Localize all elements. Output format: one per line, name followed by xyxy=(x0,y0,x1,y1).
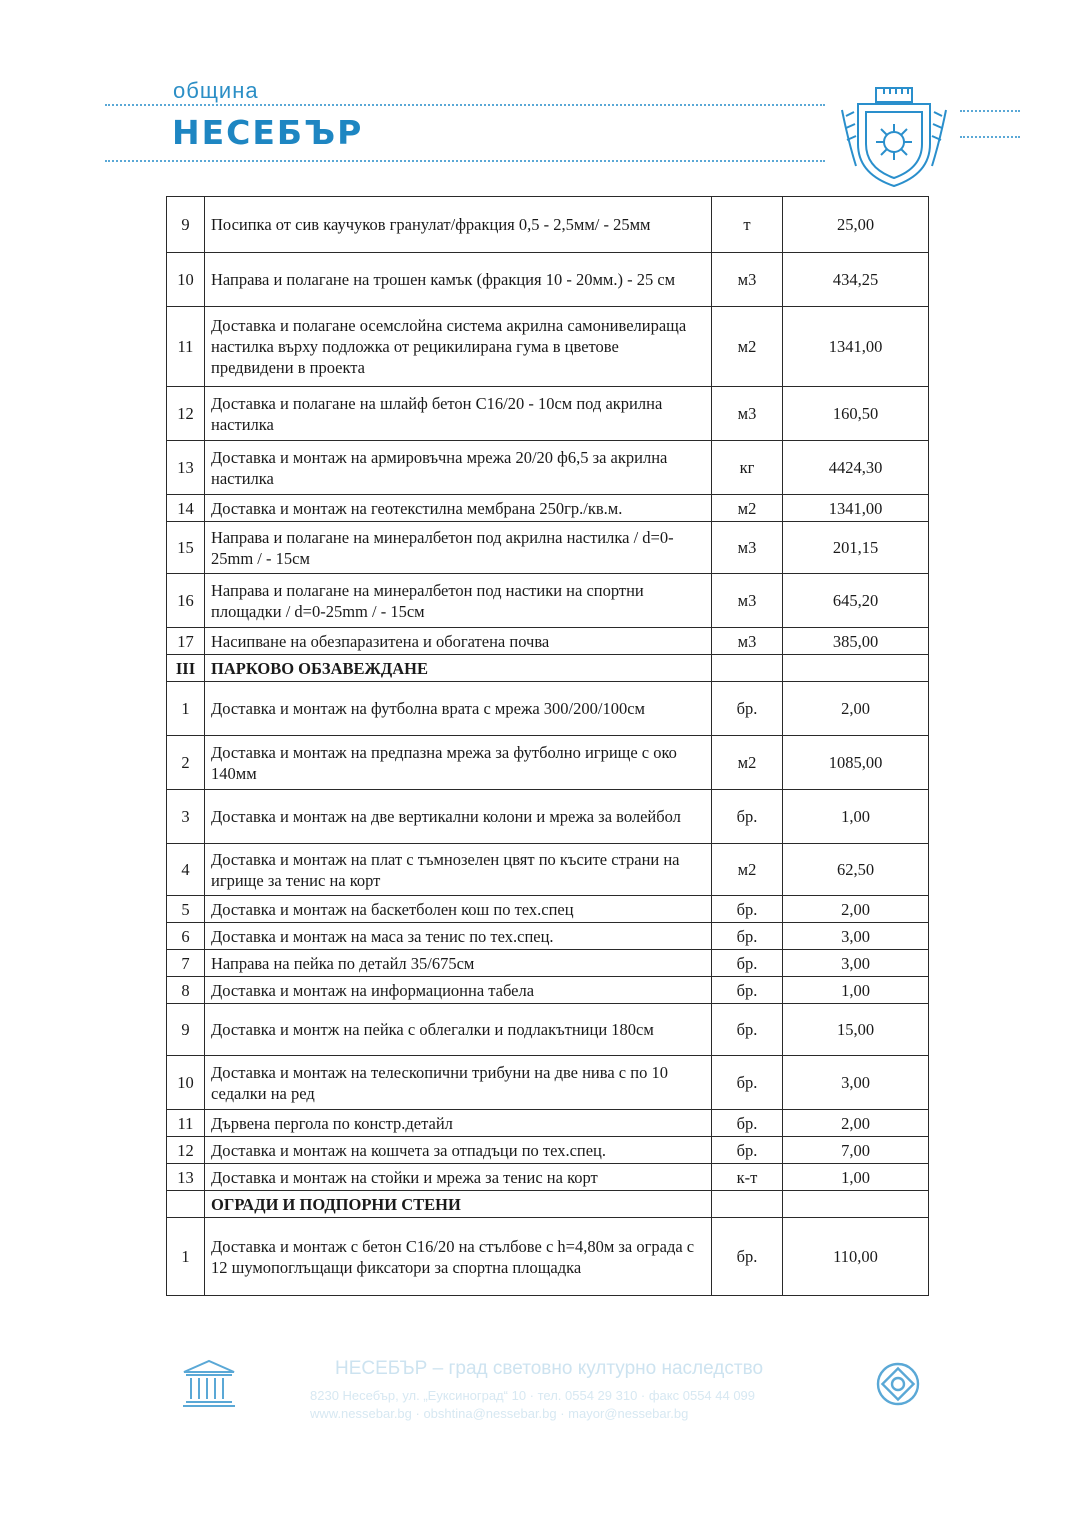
quantity-cell xyxy=(783,1191,929,1218)
description-cell: Направа и полагане на минералбетон под настики на спортни площадки / d=0-25mm / - 15см xyxy=(205,574,712,628)
quantity-cell: 385,00 xyxy=(783,628,929,655)
unit-cell: бр. xyxy=(712,977,783,1004)
unit-cell: м3 xyxy=(712,574,783,628)
description-cell: Доставка и монтаж на телескопични трибуни на две нива с по 10 седалки на ред xyxy=(205,1056,712,1110)
unit-cell: м3 xyxy=(712,387,783,441)
table-row xyxy=(167,495,929,522)
table-row xyxy=(167,1164,929,1191)
table-section-row xyxy=(167,1191,929,1218)
description-cell: Доставка и монтаж на армировъчна мрежа 20/20 ф6,5 за акрилна настилка xyxy=(205,441,712,495)
municipality-label: община xyxy=(173,78,259,103)
description-cell: Доставка и монтаж на предпазна мрежа за футболно игрище с око 140мм xyxy=(205,736,712,790)
quantity-cell: 3,00 xyxy=(783,950,929,977)
description-cell: Доставка и монтаж на геотекстилна мембрана 250гр./кв.м. xyxy=(205,495,712,522)
unit-cell: бр. xyxy=(712,1218,783,1296)
quantity-cell: 62,50 xyxy=(783,844,929,896)
unesco-temple-icon xyxy=(180,1358,238,1408)
nessebar-coat-of-arms-icon xyxy=(838,86,950,190)
row-number-cell: 11 xyxy=(167,1110,205,1137)
footer-slogan: НЕСЕБЪР – град световно културно наследство xyxy=(335,1358,764,1379)
table-row xyxy=(167,682,929,736)
description-cell: Доставка и монтаж на маса за тенис по тех.спец. xyxy=(205,923,712,950)
description-cell: Насипване на обезпаразитена и обогатена почва xyxy=(205,628,712,655)
municipality-name: НЕСЕБЪР xyxy=(172,113,364,152)
table-row xyxy=(167,896,929,923)
table-row xyxy=(167,522,929,574)
row-number-cell: 9 xyxy=(167,197,205,253)
row-number-cell: 5 xyxy=(167,896,205,923)
unit-cell: бр. xyxy=(712,1056,783,1110)
quantity-cell xyxy=(783,655,929,682)
table-row xyxy=(167,844,929,896)
row-number-cell: 4 xyxy=(167,844,205,896)
unit-cell: кг xyxy=(712,441,783,495)
description-cell: Доставка и полагане на шлайф бетон С16/20 - 10см под акрилна настилка xyxy=(205,387,712,441)
row-number-cell: 7 xyxy=(167,950,205,977)
quantity-cell: 2,00 xyxy=(783,682,929,736)
table-row xyxy=(167,977,929,1004)
description-cell: Доставка и монтаж на стойки и мрежа за тенис на корт xyxy=(205,1164,712,1191)
unit-cell: м3 xyxy=(712,253,783,307)
quantity-cell: 110,00 xyxy=(783,1218,929,1296)
quantity-cell: 1341,00 xyxy=(783,495,929,522)
header-dotted-rule xyxy=(960,110,1020,112)
table-row xyxy=(167,790,929,844)
table-row xyxy=(167,574,929,628)
table-row xyxy=(167,197,929,253)
description-cell: Доставка и монтаж на баскетболен кош по тех.спец xyxy=(205,896,712,923)
description-cell: Доставка и монтаж на две вертикални колони и мрежа за волейбол xyxy=(205,790,712,844)
unit-cell xyxy=(712,655,783,682)
row-number-cell: 17 xyxy=(167,628,205,655)
letterhead-footer xyxy=(0,1340,1080,1460)
description-cell: ОГРАДИ И ПОДПОРНИ СТЕНИ xyxy=(205,1191,712,1218)
letterhead xyxy=(0,0,1080,200)
quantity-cell: 1341,00 xyxy=(783,307,929,387)
footer-address: 8230 Несебър, ул. „Еуксиноград“ 10 · тел. 0554 29 310 · факс 0554 44 099 xyxy=(310,1388,756,1403)
unit-cell: бр. xyxy=(712,950,783,977)
table-row xyxy=(167,628,929,655)
quantity-cell: 4424,30 xyxy=(783,441,929,495)
description-cell: ПАРКОВО ОБЗАВЕЖДАНЕ xyxy=(205,655,712,682)
quantity-cell: 3,00 xyxy=(783,1056,929,1110)
table-row xyxy=(167,1004,929,1056)
unit-cell: бр. xyxy=(712,790,783,844)
world-heritage-emblem-icon xyxy=(874,1360,922,1408)
unit-cell: бр. xyxy=(712,682,783,736)
table-row xyxy=(167,736,929,790)
quantity-cell: 201,15 xyxy=(783,522,929,574)
header-dotted-rule xyxy=(105,160,825,162)
table-row xyxy=(167,1218,929,1296)
row-number-cell: 13 xyxy=(167,1164,205,1191)
unit-cell: бр. xyxy=(712,896,783,923)
quantity-cell: 25,00 xyxy=(783,197,929,253)
quantity-cell: 434,25 xyxy=(783,253,929,307)
row-number-cell: 9 xyxy=(167,1004,205,1056)
unit-cell: м3 xyxy=(712,628,783,655)
row-number-cell: III xyxy=(167,655,205,682)
unit-cell: м2 xyxy=(712,844,783,896)
table-row xyxy=(167,441,929,495)
unit-cell: м3 xyxy=(712,522,783,574)
row-number-cell: 10 xyxy=(167,1056,205,1110)
row-number-cell: 8 xyxy=(167,977,205,1004)
table-row xyxy=(167,1137,929,1164)
description-cell: Доставка и монтаж с бетон С16/20 на стълбове с h=4,80м за ограда с 12 шумопоглъщащи фиксатори за спортна площадка xyxy=(205,1218,712,1296)
unit-cell: к-т xyxy=(712,1164,783,1191)
row-number-cell: 1 xyxy=(167,1218,205,1296)
row-number-cell: 15 xyxy=(167,522,205,574)
quantity-cell: 3,00 xyxy=(783,923,929,950)
unit-cell: м2 xyxy=(712,495,783,522)
row-number-cell: 10 xyxy=(167,253,205,307)
description-cell: Посипка от сив каучуков гранулат/фракция 0,5 - 2,5мм/ - 25мм xyxy=(205,197,712,253)
quantity-cell: 15,00 xyxy=(783,1004,929,1056)
quantity-cell: 7,00 xyxy=(783,1137,929,1164)
row-number-cell: 1 xyxy=(167,682,205,736)
unit-cell: бр. xyxy=(712,1004,783,1056)
row-number-cell: 12 xyxy=(167,387,205,441)
description-cell: Доставка и монтаж на кошчета за отпадъци по тех.спец. xyxy=(205,1137,712,1164)
description-cell: Доставка и монтаж на информационна табела xyxy=(205,977,712,1004)
quantity-cell: 2,00 xyxy=(783,896,929,923)
quantity-cell: 2,00 xyxy=(783,1110,929,1137)
unit-cell: т xyxy=(712,197,783,253)
header-dotted-rule xyxy=(105,104,825,106)
row-number-cell: 2 xyxy=(167,736,205,790)
description-cell: Направа на пейка по детайл 35/675см xyxy=(205,950,712,977)
unit-cell: бр. xyxy=(712,1110,783,1137)
description-cell: Дървена пергола по констр.детайл xyxy=(205,1110,712,1137)
row-number-cell: 6 xyxy=(167,923,205,950)
quantity-cell: 1085,00 xyxy=(783,736,929,790)
footer-contacts: www.nessebar.bg · obshtina@nessebar.bg · mayor@nessebar.bg xyxy=(310,1406,689,1421)
row-number-cell: 16 xyxy=(167,574,205,628)
row-number-cell: 13 xyxy=(167,441,205,495)
quantity-cell: 1,00 xyxy=(783,1164,929,1191)
unit-cell: м2 xyxy=(712,307,783,387)
table-row xyxy=(167,1056,929,1110)
description-cell: Доставка и полагане осемслойна система акрилна самонивелираща настилка върху подложка от рецикилирана гума в цветове предвидени в проекта xyxy=(205,307,712,387)
description-cell: Доставка и монтж на пейка с облегалки и подлакътници 180см xyxy=(205,1004,712,1056)
quantity-cell: 1,00 xyxy=(783,977,929,1004)
table-row xyxy=(167,387,929,441)
unit-cell: бр. xyxy=(712,923,783,950)
row-number-cell xyxy=(167,1191,205,1218)
table-row xyxy=(167,923,929,950)
table-section-row xyxy=(167,655,929,682)
header-dotted-rule xyxy=(960,136,1020,138)
quantity-cell: 160,50 xyxy=(783,387,929,441)
unit-cell xyxy=(712,1191,783,1218)
description-cell: Направа и полагане на трошен камък (фракция 10 - 20мм.) - 25 см xyxy=(205,253,712,307)
row-number-cell: 14 xyxy=(167,495,205,522)
table-row xyxy=(167,950,929,977)
row-number-cell: 3 xyxy=(167,790,205,844)
table-row xyxy=(167,253,929,307)
description-cell: Доставка и монтаж на футболна врата с мрежа 300/200/100см xyxy=(205,682,712,736)
bill-of-quantities-table xyxy=(166,196,929,1296)
table-row xyxy=(167,307,929,387)
description-cell: Направа и полагане на минералбетон под акрилна настилка / d=0-25mm / - 15см xyxy=(205,522,712,574)
description-cell: Доставка и монтаж на плат с тъмнозелен цвят по късите страни на игрище за тенис на корт xyxy=(205,844,712,896)
quantity-cell: 1,00 xyxy=(783,790,929,844)
quantity-cell: 645,20 xyxy=(783,574,929,628)
row-number-cell: 12 xyxy=(167,1137,205,1164)
unit-cell: м2 xyxy=(712,736,783,790)
unit-cell: бр. xyxy=(712,1137,783,1164)
table-row xyxy=(167,1110,929,1137)
row-number-cell: 11 xyxy=(167,307,205,387)
